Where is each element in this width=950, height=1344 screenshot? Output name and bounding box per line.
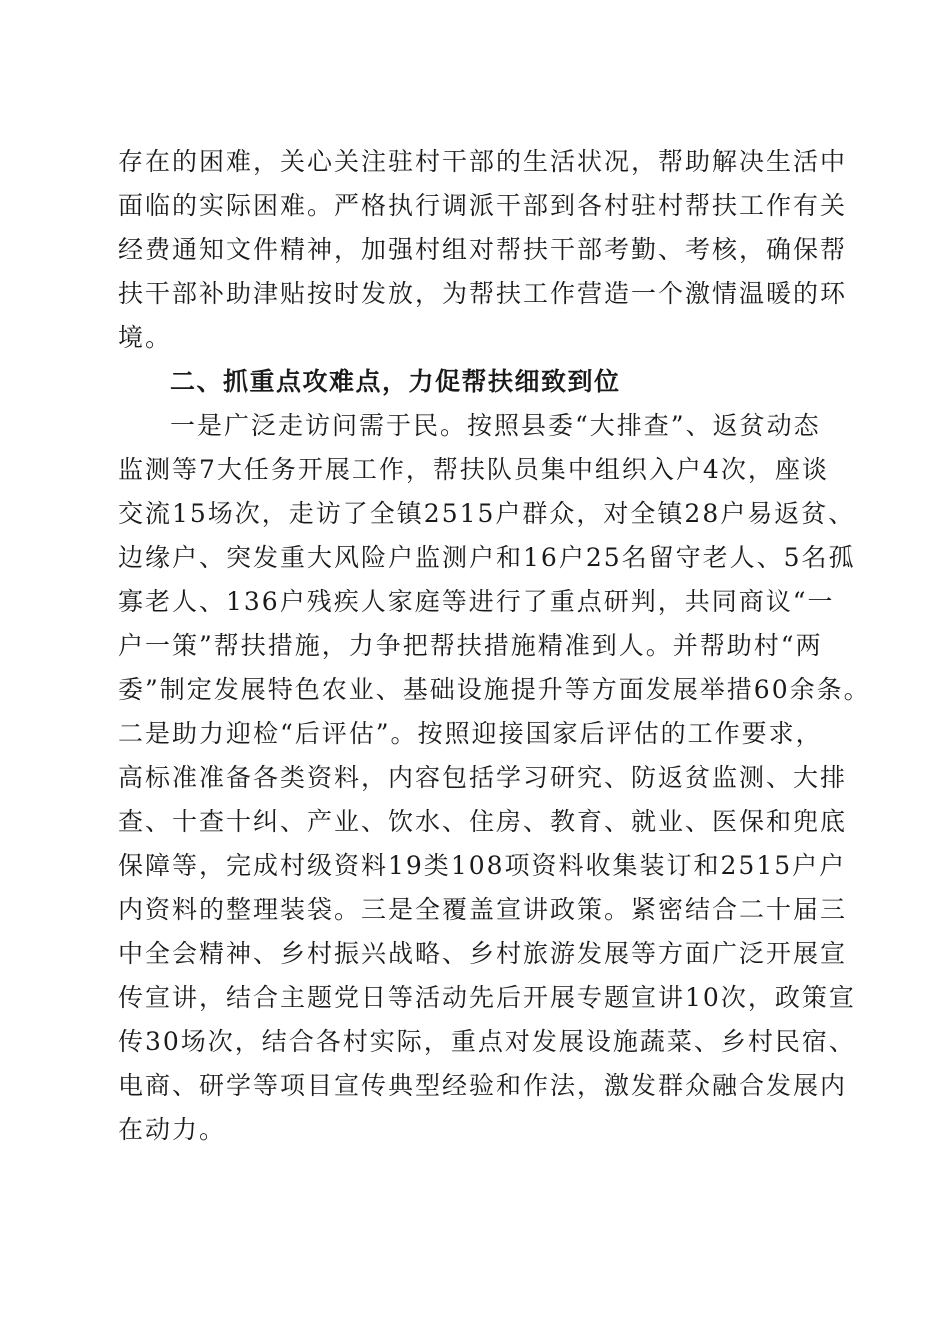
text-line: 高标准准备各类资料，内容包括学习研究、防返贫监测、大排 [118, 763, 848, 792]
paragraph-2 [118, 404, 871, 1152]
text-line: 委”制定发展特色农业、基础设施提升等方面发展举措60余条。 [118, 675, 871, 704]
text-line: 电商、研学等项目宣传典型经验和作法，激发群众融合发展内 [118, 1071, 848, 1100]
text-line: 境。 [118, 323, 173, 352]
text-line: 存在的困难，关心关注驻村干部的生活状况，帮助解决生活中 [118, 147, 848, 176]
text-line: 传宣讲，结合主题党日等活动先后开展专题宣讲10次，政策宣 [118, 983, 856, 1012]
text-line: 在动力。 [118, 1115, 227, 1144]
text-line: 寡老人、136户残疾人家庭等进行了重点研判，共同商议“一 [118, 587, 835, 616]
section-heading: 二、抓重点攻难点，力促帮扶细致到位 [170, 367, 621, 396]
text-line: 传30场次，结合各村实际，重点对发展设施蔬菜、乡村民宿、 [118, 1027, 856, 1056]
text-line: 经费通知文件精神，加强村组对帮扶干部考勤、考核，确保帮 [118, 235, 848, 264]
text-line: 一是广泛走访问需于民。按照县委“大排查”、返贫动态 [170, 411, 821, 440]
text-line: 扶干部补助津贴按时发放，为帮扶工作营造一个激情温暖的环 [118, 279, 848, 308]
text-line: 内资料的整理装袋。三是全覆盖宣讲政策。紧密结合二十届三 [118, 895, 848, 924]
text-line: 中全会精神、乡村振兴战略、乡村旅游发展等方面广泛开展宣 [118, 939, 848, 968]
text-line: 边缘户、突发重大风险户监测户和16户25名留守老人、5名孤 [118, 543, 856, 572]
text-line: 二是助力迎检“后评估”。按照迎接国家后评估的工作要求， [118, 719, 823, 748]
text-line: 保障等，完成村级资料19类108项资料收集装订和2515户户 [118, 851, 847, 880]
text-line: 交流15场次，走访了全镇2515户群众，对全镇28户易返贫、 [118, 499, 856, 528]
text-line: 查、十查十纠、产业、饮水、住房、教育、就业、医保和兜底 [118, 807, 848, 836]
document-body [118, 140, 871, 1152]
text-line: 面临的实际困难。严格执行调派干部到各村驻村帮扶工作有关 [118, 191, 848, 220]
text-line: 监测等7大任务开展工作，帮扶队员集中组织入户4次，座谈 [118, 455, 829, 484]
paragraph-1 [118, 140, 848, 360]
text-line: 户一策”帮扶措施，力争把帮扶措施精准到人。并帮助村“两 [118, 631, 823, 660]
